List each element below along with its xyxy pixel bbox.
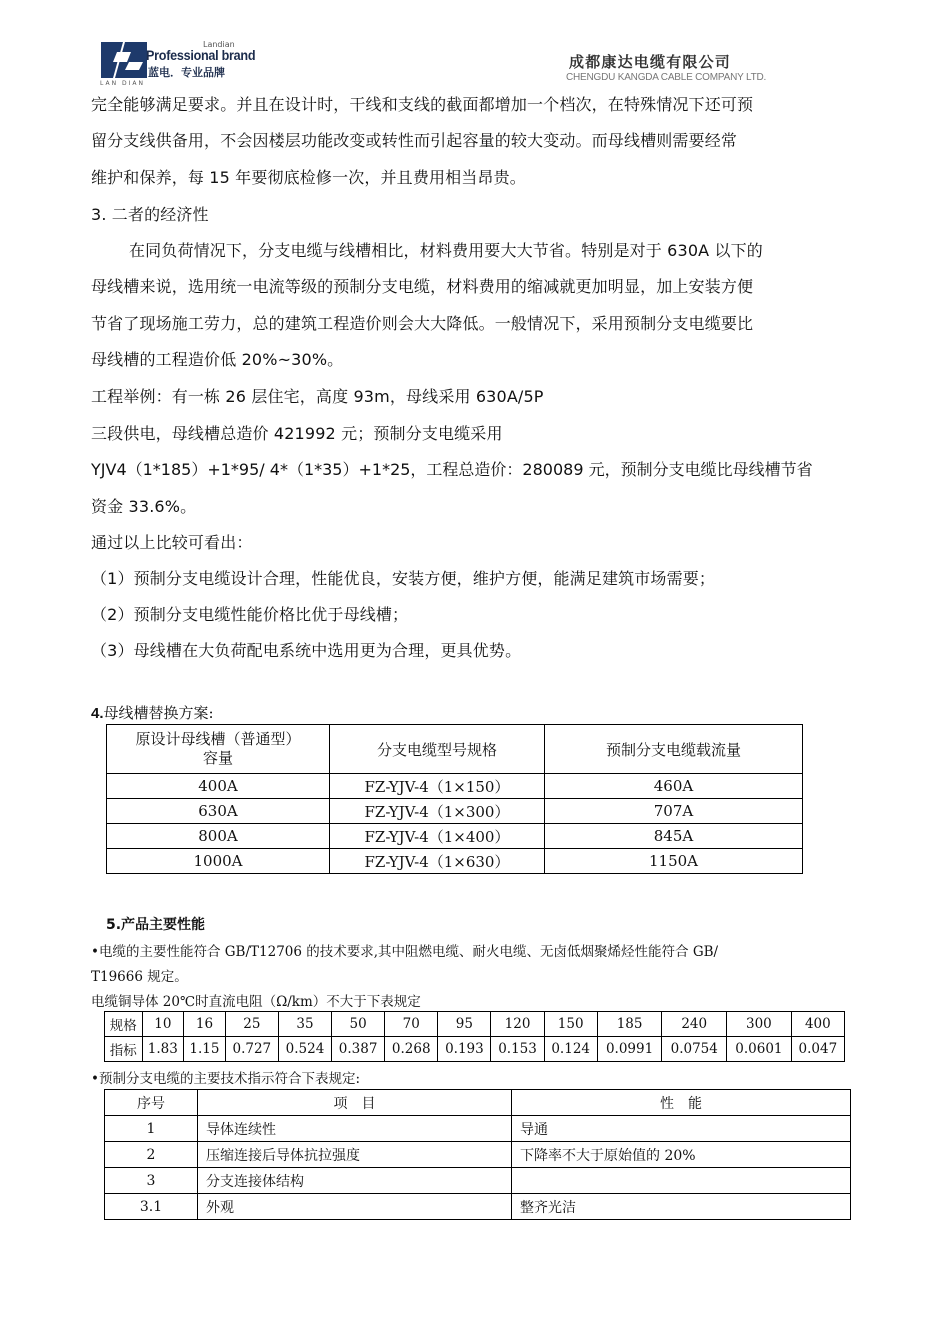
cell: 240 [662,1012,727,1037]
cell: 0.0754 [662,1037,727,1062]
section-3-heading: 3. 二者的经济性 [91,205,209,224]
company-name-cn: 成都康达电缆有限公司 [569,53,732,71]
cell: 16 [184,1012,226,1037]
cell: 845A [545,824,803,849]
header-cell: 原设计母线槽（普通型） 容量 [107,725,330,774]
cell: 300 [727,1012,792,1037]
cell: 25 [225,1012,278,1037]
cell: 0.387 [332,1037,385,1062]
cell: 1.15 [184,1037,226,1062]
para-line: 完全能够满足要求。并且在设计时，干线和支线的截面都增加一个档次，在特殊情况下还可预 [91,95,754,114]
header-cell: 序号 [105,1090,198,1116]
header-cell: 分支电缆型号规格 [330,725,545,774]
cell: 整齐光洁 [512,1194,851,1220]
bullet-text: •预制分支电缆的主要技术指示符合下表规定: [91,1071,361,1087]
para-line: 在同负荷情况下，分支电缆与线槽相比，材料费用要大大节省。特别是对于 630A 以下的 [129,241,763,260]
para-line: 工程举例：有一栋 26 层住宅，高度 93m，母线采用 630A/5P [91,387,544,406]
table-row [107,799,803,824]
resistance-caption: 电缆铜导体 20℃时直流电阻（Ω/km）不大于下表规定 [91,994,421,1010]
table-row [107,824,803,849]
conclusion-item: （1）预制分支电缆设计合理，性能优良，安装方便，维护方便，能满足建筑市场需要； [91,569,716,588]
cell: 10 [142,1012,184,1037]
cell: 下降率不大于原始值的 20% [512,1142,851,1168]
cell: FZ-YJV-4（1×300） [330,799,545,824]
cell: 460A [545,774,803,799]
cell: FZ-YJV-4（1×400） [330,824,545,849]
bullet-text: •电缆的主要性能符合 GB/T12706 的技术要求,其中阻燃电缆、耐火电缆、无卤低烟聚烯烃性能符合 GB/ [91,944,719,960]
cell: 分支连接体结构 [198,1168,512,1194]
cell: 1150A [545,849,803,874]
cell: 0.524 [278,1037,331,1062]
cell: 0.124 [544,1037,597,1062]
bullet-text: T19666 规定。 [91,969,188,985]
cell: 50 [332,1012,385,1037]
header-cell: 预制分支电缆载流量 [545,725,803,774]
cell: 0.0991 [597,1037,662,1062]
cell: 3.1 [105,1194,198,1220]
cell: 150 [544,1012,597,1037]
cell: 1.83 [142,1037,184,1062]
table-row [105,1142,851,1168]
company-name-en: CHENGDU KANGDA CABLE COMPANY LTD. [566,72,767,83]
cell: 95 [438,1012,491,1037]
para-line: 节省了现场施工劳力，总的建筑工程造价则会大大降低。一般情况下，采用预制分支电缆要比 [91,314,754,333]
cell: 185 [597,1012,662,1037]
para-line: 母线槽的工程造价低 20%~30%。 [91,350,344,369]
section-4-heading [91,702,214,723]
cell: 400 [791,1012,844,1037]
para-line: YJV4（1*185）+1*95/ 4*（1*35）+1*25，工程总造价：280089 元，预制分支电缆比母线槽节省 [91,460,813,479]
conclusion-item: （2）预制分支电缆性能价格比优于母线槽； [91,605,409,624]
cell: 3 [105,1168,198,1194]
cell: 压缩连接后导体抗拉强度 [198,1142,512,1168]
logo-mark-icon [99,40,149,80]
table-header-row [107,725,803,774]
conclusion-item: （3）母线槽在大负荷配电系统中选用更为合理，更具优势。 [91,641,522,660]
section-5-heading: 5.产品主要性能 [106,917,206,933]
busway-replacement-table [106,724,803,874]
cell: 外观 [198,1194,512,1220]
cell: 导通 [512,1116,851,1142]
cell: 0.193 [438,1037,491,1062]
table-header-row [105,1090,851,1116]
cell: 35 [278,1012,331,1037]
para-line: 维护和保养，每 15 年要彻底检修一次，并且费用相当昂贵。 [91,168,526,187]
cell: 0.0601 [727,1037,792,1062]
header-cell: 性 能 [512,1090,851,1116]
section-4-title: 母线槽替换方案: [103,704,214,722]
cell: 0.047 [791,1037,844,1062]
brand-small: Landian [203,40,235,49]
cell: 400A [107,774,330,799]
brand-en: Professional brand [146,47,256,63]
cell: 707A [545,799,803,824]
table-row [105,1168,851,1194]
cell: FZ-YJV-4（1×630） [330,849,545,874]
cell: 0.153 [491,1037,544,1062]
cell: 1000A [107,849,330,874]
row-label-cell: 指标 [105,1037,143,1062]
resistance-table [104,1011,845,1062]
cell: 0.727 [225,1037,278,1062]
table-row [107,849,803,874]
cell [512,1168,851,1194]
logo-subtitle: LAN DIAN [100,80,145,87]
para-line: 留分支线供备用，不会因楼层功能改变或转性而引起容量的较大变动。而母线槽则需要经常 [91,131,738,150]
table-row [105,1037,845,1062]
brand-cn: 蓝电．专业品牌 [148,66,225,79]
cell: 630A [107,799,330,824]
para-line: 三段供电，母线槽总造价 421992 元；预制分支电缆采用 [91,424,503,443]
para-line: 通过以上比较可看出： [91,533,253,552]
cell: 1 [105,1116,198,1142]
table-row [107,774,803,799]
row-label-cell: 规格 [105,1012,143,1037]
cell: 导体连续性 [198,1116,512,1142]
cell: 0.268 [385,1037,438,1062]
para-line: 母线槽来说，选用统一电流等级的预制分支电缆，材料费用的缩减就更加明显，加上安装方便 [91,277,754,296]
header-cell: 项 目 [198,1090,512,1116]
cell: 70 [385,1012,438,1037]
table-row [105,1012,845,1037]
cell: 2 [105,1142,198,1168]
para-line: 资金 33.6%。 [91,497,197,516]
spec-table [104,1089,851,1220]
cell: 120 [491,1012,544,1037]
cell: 800A [107,824,330,849]
table-row [105,1116,851,1142]
table-row [105,1194,851,1220]
cell: FZ-YJV-4（1×150） [330,774,545,799]
section-4-number: 4. [91,705,104,722]
